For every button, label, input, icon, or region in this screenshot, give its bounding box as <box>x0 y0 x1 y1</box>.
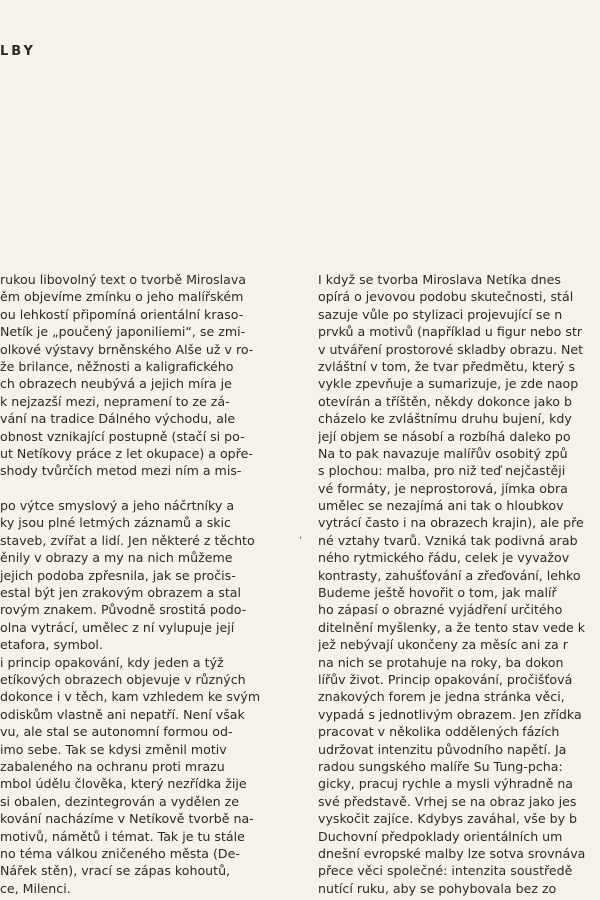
text-line: ky jsou plné letmých záznamů a skic <box>0 515 231 531</box>
text-line: umělec se nezajímá ani tak o hloubkov <box>318 498 564 514</box>
text-line: mbol údělu člověka, který nezřídka žije <box>0 776 247 792</box>
text-line: ou lehkostí připomíná orientální kraso- <box>0 306 244 322</box>
text-line: Nářek stěn), vrací se zápas kohoutů, <box>0 863 231 879</box>
text-line: vykle zpevňuje a sumarizuje, je zde naop <box>318 376 579 392</box>
text-line: dnešní evropské malby lze sotva srovnáva <box>318 845 586 861</box>
text-line: své představě. Vrhej se na obraz jako jes <box>318 793 577 809</box>
text-line: rukou libovolný text o tvorbě Miroslava <box>0 272 246 287</box>
text-line: no téma válkou zničeného města (De- <box>0 845 240 861</box>
text-line: jejich podoba zpřesnila, jak se pročis- <box>0 567 236 583</box>
text-line: obnost vznikající postupně (stačí si po- <box>0 428 245 444</box>
text-line: cházelo ke zvláštnímu druhu bujení, kdy <box>318 411 572 427</box>
text-line: vyskočit zajíce. Kdybys zaváhal, vše by b <box>318 811 578 827</box>
text-line: odiskům vlastně ani nepatří. Není však <box>0 706 245 722</box>
text-line: po výtce smyslový a jeho náčrtníky a <box>0 498 235 514</box>
text-line: vání na tradice Dálného východu, ale <box>0 411 236 427</box>
text-line: estal být jen zrakovým obrazem a stal <box>0 585 241 601</box>
text-line: ěm objevíme zmínku o jeho malířském <box>0 289 244 305</box>
text-line: s plochou: malba, pro niž teď nejčastěji <box>318 463 566 479</box>
text-line: ho zápasí o obrazné vyjádření určitého <box>318 602 563 618</box>
text-line: nutící ruku, aby se pohybovala bez zo <box>318 880 557 896</box>
text-line: prvků a motivů (například u figur nebo str <box>318 324 583 340</box>
text-line: přece věci společné: intenzita soustředě <box>318 863 573 879</box>
text-line: vé formáty, je neprostorová, jímka obra <box>318 480 568 496</box>
text-line: zabaleného na ochranu proti mrazu <box>0 758 225 774</box>
text-column-right <box>318 271 600 897</box>
text-line: ného rytmického řádu, celek je vyvažov <box>318 550 570 566</box>
text-line: gicky, pracuj rychle a mysli výhradně na <box>318 776 574 792</box>
text-line: ch obrazech neubývá a jejich míra je <box>0 376 232 392</box>
text-line: udržovat intenzitu původního napětí. Ja <box>318 741 567 757</box>
text-line: vu, ale stal se autonomní formou od- <box>0 724 233 740</box>
text-line: vytrácí často i na obrazech krajin), ale pře <box>318 515 584 531</box>
text-line <box>0 480 292 497</box>
text-line: k nejzazší mezi, nepramení to ze zá- <box>0 393 230 409</box>
text-line: v utváření prostorové skladby obrazu. Net <box>318 341 584 357</box>
text-line: lířův život. Princip opakování, pročišťová <box>318 671 573 687</box>
gutter-mark: , <box>299 530 303 541</box>
text-line: olkové výstavy brněnského Alše už v ro- <box>0 341 254 357</box>
text-line: Netík je „poučený japoniliemi“, se zmi- <box>0 324 246 340</box>
text-line: staveb, zvířat a lidí. Jen některé z těchto <box>0 532 255 548</box>
text-line: si obalen, dezintegrován a vydělen ze <box>0 793 239 809</box>
text-line: imo sebe. Tak se kdysi změnil motiv <box>0 741 227 757</box>
text-line: etafora, symbol. <box>0 637 103 653</box>
text-line: opírá o jevovou podobu skutečnosti, stál <box>318 289 574 305</box>
text-line: I když se tvorba Miroslava Netíka dnes <box>318 272 561 287</box>
text-line: etíkových obrazech objevuje v různých <box>0 671 246 687</box>
text-line: otevírán a tříštěn, někdy dokonce jako b <box>318 393 572 409</box>
text-line: ce, Milenci. <box>0 880 71 896</box>
text-line: olna vytrácí, umělec z ní vylupuje její <box>0 619 235 635</box>
text-line: rovým znakem. Původně srostitá podo- <box>0 602 247 618</box>
text-line: shody tvůrčích metod mezi ním a mis- <box>0 463 242 479</box>
text-line: Duchovní předpoklady orientálních um <box>318 828 563 844</box>
text-line: pracovat v několika oddělených fázích <box>318 724 560 740</box>
text-line: Budeme ještě hovořit o tom, jak malíř <box>318 585 557 601</box>
text-line: ditelnění myšlenky, a že tento stav vede k <box>318 619 586 635</box>
section-header: LBY <box>0 44 36 59</box>
text-line: sazuje vůle po stylizaci projevující se n <box>318 306 563 322</box>
text-line: jež nebývají ukončeny za měsíc ani za r <box>318 637 568 653</box>
text-line: ěnily v obrazy a my na nich můžeme <box>0 550 233 566</box>
text-line: vypadá s jednotlivým obrazem. Jen zřídka <box>318 706 582 722</box>
text-line: její objem se násobí a rozbíhá daleko po <box>318 428 571 444</box>
text-line: dokonce i v těch, kam vzhledem ke svým <box>0 689 261 705</box>
text-line: na nich se protahuje na roky, ba dokon <box>318 654 564 670</box>
text-line: ut Netíkovy práce z let okupace) a opře- <box>0 445 253 461</box>
text-line: kování nacházíme v Netíkově tvorbě na- <box>0 811 254 827</box>
text-line: zvláštní v tom, že tvar předmětu, který s <box>318 358 576 374</box>
text-line: Na to pak navazuje malířův osobitý způ <box>318 445 568 461</box>
text-line: že brilance, něžnosti a kaligrafického <box>0 358 234 374</box>
text-line: znakových forem je jedna stránka věci, <box>318 689 565 705</box>
text-line: radou sungského malíře Su Tung-pcha: <box>318 758 563 774</box>
text-line: motivů, námětů i témat. Tak je tu stále <box>0 828 245 844</box>
text-line: i princip opakování, kdy jeden a týž <box>0 654 224 670</box>
text-column-left <box>0 271 292 897</box>
text-line: kontrasty, zahušťování a zřeďování, lehko <box>318 567 581 583</box>
text-line: né vztahy tvarů. Vzniká tak podivná arab <box>318 532 578 548</box>
